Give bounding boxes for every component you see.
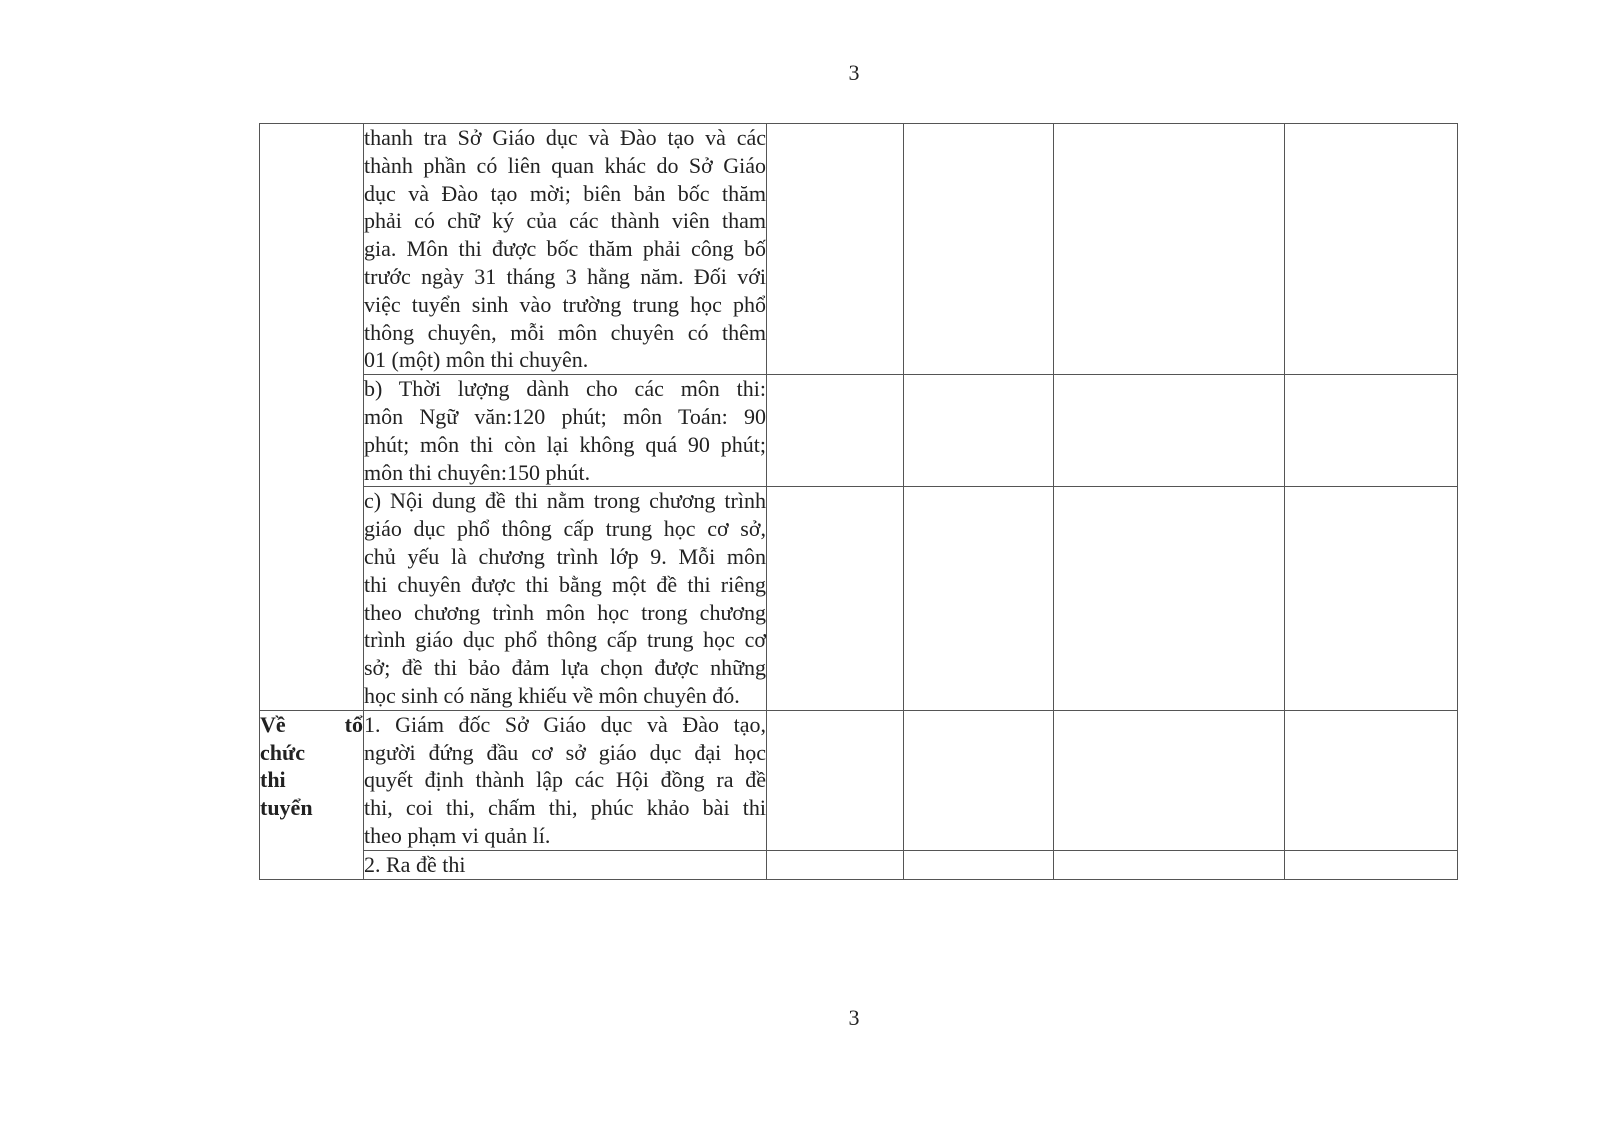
empty-cell (767, 850, 904, 879)
text-line: giáo dục phổ thông cấp trung học cơ sở, (364, 516, 766, 542)
empty-cell (767, 124, 904, 375)
section-heading-exam-organization (260, 710, 364, 879)
table-row (260, 850, 1458, 879)
empty-cell (904, 850, 1054, 879)
text-line: 1. Giám đốc Sở Giáo dục và Đào tạo, (364, 711, 766, 737)
heading-line: Về tổ (260, 711, 363, 737)
empty-cell (767, 487, 904, 710)
empty-cell (904, 375, 1054, 487)
text-line: thi chuyên được thi bằng một đề thi riêng (364, 571, 766, 597)
empty-cell (1054, 710, 1285, 850)
text-line: trước ngày 31 tháng 3 hằng năm. Đối với (364, 263, 766, 289)
table-row (260, 710, 1458, 850)
empty-cell (1285, 375, 1458, 487)
text-line: thành phần có liên quan khác do Sở Giáo (364, 152, 766, 178)
empty-cell (1285, 487, 1458, 710)
table-row (260, 124, 1458, 375)
text-line: c) Nội dung đề thi nằm trong chương trình (364, 488, 766, 514)
text-line: thi, coi thi, chấm thi, phúc khảo bài thi (364, 795, 766, 821)
heading-line: thi (260, 767, 286, 793)
empty-cell (1285, 124, 1458, 375)
text-line: học sinh có năng khiếu về môn chuyên đó. (364, 682, 740, 708)
text-line: b) Thời lượng dành cho các môn thi: (364, 376, 766, 402)
text-line: dục và Đào tạo mời; biên bản bốc thăm (364, 180, 766, 206)
text-line: quyết định thành lập các Hội đồng ra đề (364, 767, 766, 793)
text-line: người đứng đầu cơ sở giáo dục đại học (364, 739, 766, 765)
empty-cell (1054, 487, 1285, 710)
content-cell-exam-setting (364, 850, 767, 879)
content-cell-exam-duration (364, 375, 767, 487)
content-cell-council-establishment (364, 710, 767, 850)
text-line: môn Ngữ văn:120 phút; môn Toán: 90 (364, 403, 766, 429)
text-line: việc tuyển sinh vào trường trung học phổ (364, 291, 766, 317)
empty-heading-cell (260, 124, 364, 711)
text-line: chủ yếu là chương trình lớp 9. Mỗi môn (364, 543, 766, 569)
text-line: theo phạm vi quản lí. (364, 822, 551, 848)
content-cell-exam-subject-draw (364, 124, 767, 375)
text-line: phút; môn thi còn lại không quá 90 phút; (364, 431, 766, 457)
empty-cell (1285, 710, 1458, 850)
regulation-table (259, 123, 1458, 880)
text-line: thông chuyên, mỗi môn chuyên có thêm (364, 319, 766, 345)
content-cell-exam-content (364, 487, 767, 710)
empty-cell (904, 124, 1054, 375)
text-line: thanh tra Sở Giáo dục và Đào tạo và các (364, 125, 766, 150)
empty-cell (1285, 850, 1458, 879)
empty-cell (1054, 375, 1285, 487)
text-line: môn thi chuyên:150 phút. (364, 459, 591, 485)
heading-line: chức (260, 739, 305, 765)
text-line: phải có chữ ký của các thành viên tham (364, 208, 766, 234)
empty-cell (1054, 124, 1285, 375)
text-line: gia. Môn thi được bốc thăm phải công bố (364, 236, 766, 262)
empty-cell (904, 710, 1054, 850)
text-line: theo chương trình môn học trong chương (364, 599, 766, 625)
empty-cell (1054, 850, 1285, 879)
table-row (260, 487, 1458, 710)
text-line: 2. Ra đề thi (364, 851, 466, 877)
empty-cell (767, 375, 904, 487)
empty-cell (767, 710, 904, 850)
empty-cell (904, 487, 1054, 710)
table-row (260, 375, 1458, 487)
text-line: 01 (một) môn thi chuyên. (364, 347, 589, 373)
heading-line: tuyển (260, 795, 313, 821)
text-line: trình giáo dục phổ thông cấp trung học cơ (364, 627, 766, 653)
page-number-top: 3 (848, 60, 860, 85)
text-line: sở; đề thi bảo đảm lựa chọn được những (364, 655, 766, 681)
page-number-bottom: 3 (848, 1005, 860, 1030)
